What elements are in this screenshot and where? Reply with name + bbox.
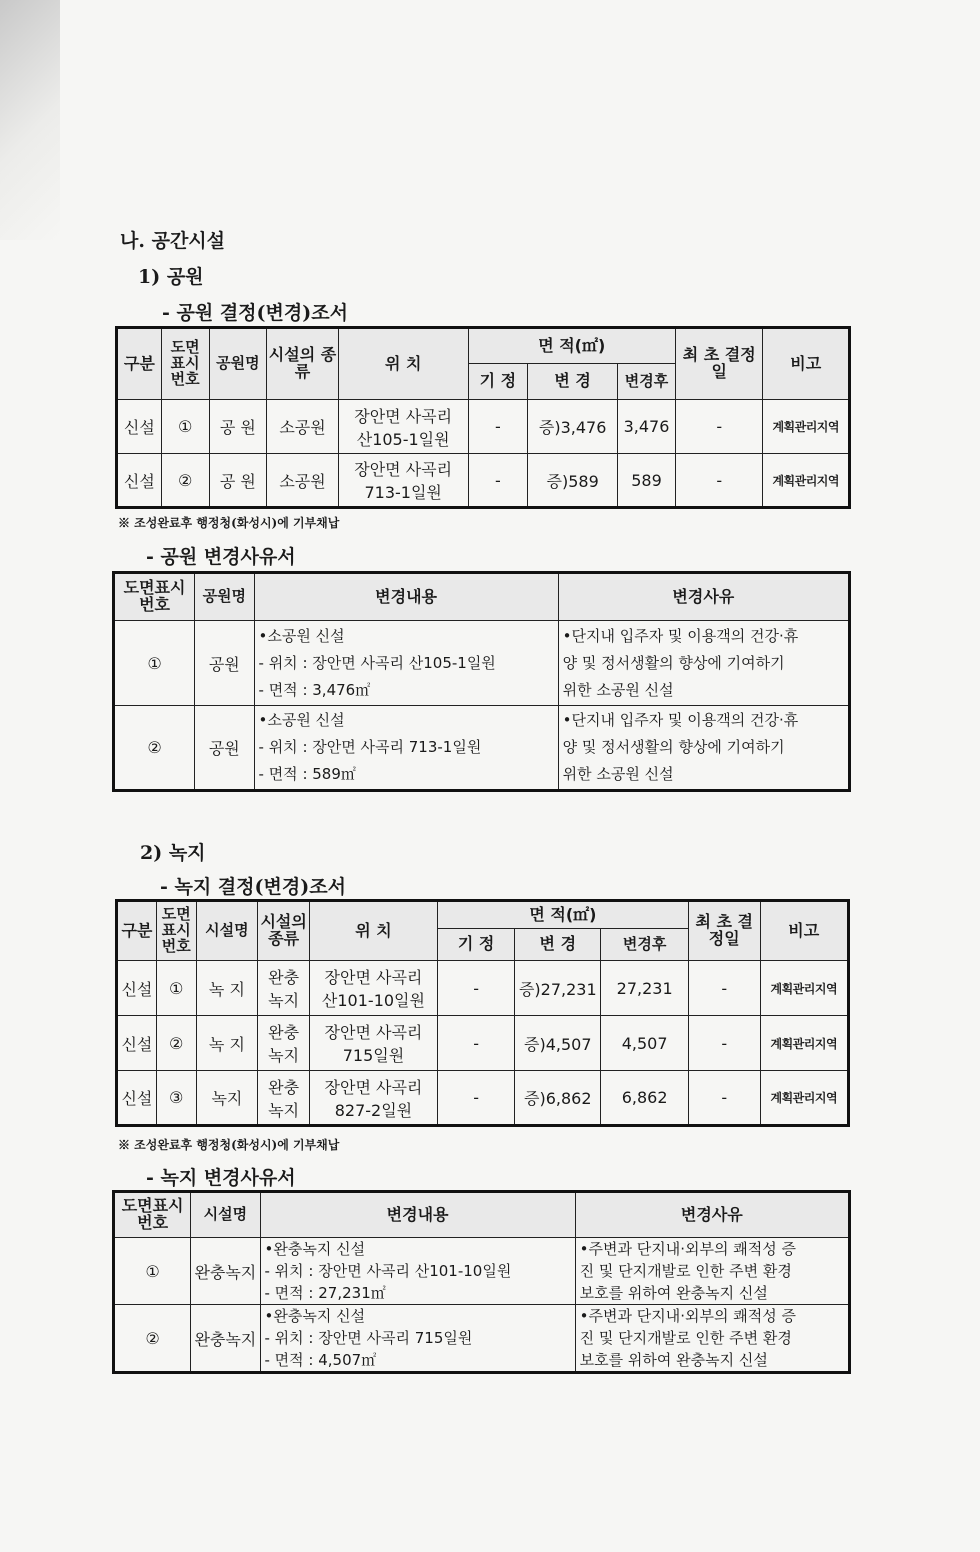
cell-location: 장안면 사곡리 713-1일원 (338, 454, 468, 508)
header-area: 면 적(㎡) (468, 328, 675, 364)
cell-location: 장안면 사곡리 715일원 (310, 1016, 438, 1071)
header-existing: 기 정 (468, 364, 528, 400)
cell-location: 장안면 사곡리 산101-10일원 (310, 961, 438, 1016)
header-after: 변경후 (601, 929, 689, 961)
cell-remark: 계획관리지역 (760, 961, 848, 1016)
cell-content: •완충녹지 신설 - 위치 : 장안면 사곡리 715일원 - 면적 : 4,507㎡ (260, 1305, 575, 1373)
cell-park-name: 공 원 (209, 454, 267, 508)
cell-map-no: ① (114, 1238, 191, 1305)
cell-change: 증)589 (528, 454, 618, 508)
cell-location: 장안면 사곡리 산105-1일원 (338, 400, 468, 454)
cell-park-name: 공 원 (209, 400, 267, 454)
cell-facility-type: 소공원 (267, 400, 339, 454)
header-content: 변경내용 (254, 573, 558, 621)
table-row (117, 1016, 849, 1071)
cell-reason: •주변과 단지내·외부의 쾌적성 증 진 및 단지개발로 인한 주변 환경 보호를 위하여 완충녹지 신설 (575, 1238, 849, 1305)
table-row (117, 961, 849, 1016)
cell-gubun: 신설 (117, 1071, 157, 1126)
cell-change: 증)6,862 (515, 1071, 601, 1126)
cell-facility-type: 완충 녹지 (258, 1016, 310, 1071)
header-reason: 변경사유 (575, 1192, 849, 1238)
header-content: 변경내용 (260, 1192, 575, 1238)
header-first-decision: 최 초 결정일 (675, 328, 762, 400)
cell-park-name: 공원 (195, 621, 254, 706)
green-heading: 2) 녹지 (140, 842, 206, 864)
table-row (117, 400, 850, 454)
cell-existing: - (468, 454, 528, 508)
cell-change: 증)4,507 (515, 1016, 601, 1071)
cell-map-no: ② (156, 1016, 196, 1071)
header-gubun: 구분 (117, 328, 162, 400)
cell-change: 증)3,476 (528, 400, 618, 454)
table-row (114, 1238, 850, 1305)
cell-map-no: ① (161, 400, 209, 454)
cell-gubun: 신설 (117, 454, 162, 508)
cell-first-decision: - (689, 961, 761, 1016)
scan-page-edge (0, 0, 60, 240)
header-after: 변경후 (618, 364, 676, 400)
park-reason-table (112, 571, 851, 792)
header-location: 위 치 (338, 328, 468, 400)
header-map-no: 도면표시 번호 (114, 1192, 191, 1238)
park-heading: 1) 공원 (138, 266, 204, 288)
header-gubun: 구분 (117, 901, 157, 961)
cell-facility-type: 완충 녹지 (258, 961, 310, 1016)
cell-map-no: ③ (156, 1071, 196, 1126)
green-reason-table (112, 1190, 851, 1374)
cell-remark: 계획관리지역 (760, 1071, 848, 1126)
park-decision-title: - 공원 결정(변경)조서 (162, 302, 348, 324)
header-park-name: 공원명 (195, 573, 254, 621)
cell-map-no: ② (114, 1305, 191, 1373)
header-area: 면 적(㎡) (437, 901, 688, 929)
header-facility-type: 시설의 종류 (258, 901, 310, 961)
cell-content: •소공원 신설 - 위치 : 장안면 사곡리 산105-1일원 - 면적 : 3,476㎡ (254, 621, 558, 706)
cell-facility-type: 완충 녹지 (258, 1071, 310, 1126)
header-first-decision: 최 초 결정일 (689, 901, 761, 961)
cell-existing: - (468, 400, 528, 454)
cell-reason: •단지내 입주자 및 이용객의 건강·휴 양 및 정서생활의 향상에 기여하기 위한 소공원 신설 (558, 706, 849, 791)
cell-after: 589 (618, 454, 676, 508)
table-row (114, 706, 850, 791)
header-map-no: 도면 표시 번호 (161, 328, 209, 400)
header-location: 위 치 (310, 901, 438, 961)
cell-first-decision: - (689, 1071, 761, 1126)
table-row (114, 1305, 850, 1373)
cell-content: •소공원 신설 - 위치 : 장안면 사곡리 713-1일원 - 면적 : 589㎡ (254, 706, 558, 791)
cell-after: 3,476 (618, 400, 676, 454)
cell-facility-name: 녹 지 (196, 961, 258, 1016)
cell-remark: 계획관리지역 (763, 454, 850, 508)
cell-map-no: ① (114, 621, 195, 706)
cell-facility-name: 녹지 (196, 1071, 258, 1126)
cell-existing: - (437, 1071, 514, 1126)
header-reason: 변경사유 (558, 573, 849, 621)
cell-after: 6,862 (601, 1071, 689, 1126)
cell-first-decision: - (675, 400, 762, 454)
table-row (117, 454, 850, 508)
park-reason-title: - 공원 변경사유서 (146, 546, 296, 568)
cell-map-no: ② (161, 454, 209, 508)
cell-facility-name: 완충녹지 (191, 1305, 260, 1373)
header-map-no: 도면 표시 번호 (156, 901, 196, 961)
cell-remark: 계획관리지역 (760, 1016, 848, 1071)
donation-note: ※ 조성완료후 행정청(화성시)에 기부채납 (118, 516, 340, 530)
cell-map-no: ① (156, 961, 196, 1016)
cell-facility-name: 녹 지 (196, 1016, 258, 1071)
green-decision-table (115, 899, 850, 1127)
cell-map-no: ② (114, 706, 195, 791)
header-facility-type: 시설의 종류 (267, 328, 339, 400)
cell-facility-name: 완충녹지 (191, 1238, 260, 1305)
header-change: 변 경 (515, 929, 601, 961)
cell-content: •완충녹지 신설 - 위치 : 장안면 사곡리 산101-10일원 - 면적 : 27,231㎡ (260, 1238, 575, 1305)
section-heading: 나. 공간시설 (120, 230, 225, 252)
green-reason-title: - 녹지 변경사유서 (146, 1167, 296, 1189)
green-decision-title: - 녹지 결정(변경)조서 (160, 876, 346, 898)
cell-after: 4,507 (601, 1016, 689, 1071)
header-map-no: 도면표시 번호 (114, 573, 195, 621)
cell-existing: - (437, 961, 514, 1016)
cell-reason: •단지내 입주자 및 이용객의 건강·휴 양 및 정서생활의 향상에 기여하기 위한 소공원 신설 (558, 621, 849, 706)
cell-gubun: 신설 (117, 961, 157, 1016)
header-park-name: 공원명 (209, 328, 267, 400)
cell-gubun: 신설 (117, 1016, 157, 1071)
cell-park-name: 공원 (195, 706, 254, 791)
header-change: 변 경 (528, 364, 618, 400)
cell-gubun: 신설 (117, 400, 162, 454)
cell-location: 장안면 사곡리 827-2일원 (310, 1071, 438, 1126)
cell-reason: •주변과 단지내·외부의 쾌적성 증 진 및 단지개발로 인한 주변 환경 보호를 위하여 완충녹지 신설 (575, 1305, 849, 1373)
cell-change: 증)27,231 (515, 961, 601, 1016)
cell-first-decision: - (675, 454, 762, 508)
header-remark: 비고 (760, 901, 848, 961)
cell-existing: - (437, 1016, 514, 1071)
table-row (114, 621, 850, 706)
header-existing: 기 정 (437, 929, 514, 961)
cell-first-decision: - (689, 1016, 761, 1071)
header-facility-name: 시설명 (191, 1192, 260, 1238)
cell-remark: 계획관리지역 (763, 400, 850, 454)
park-decision-table (115, 326, 851, 509)
header-facility-name: 시설명 (196, 901, 258, 961)
table-row (117, 1071, 849, 1126)
header-remark: 비고 (763, 328, 850, 400)
cell-after: 27,231 (601, 961, 689, 1016)
cell-facility-type: 소공원 (267, 454, 339, 508)
donation-note: ※ 조성완료후 행정청(화성시)에 기부채납 (118, 1138, 340, 1152)
